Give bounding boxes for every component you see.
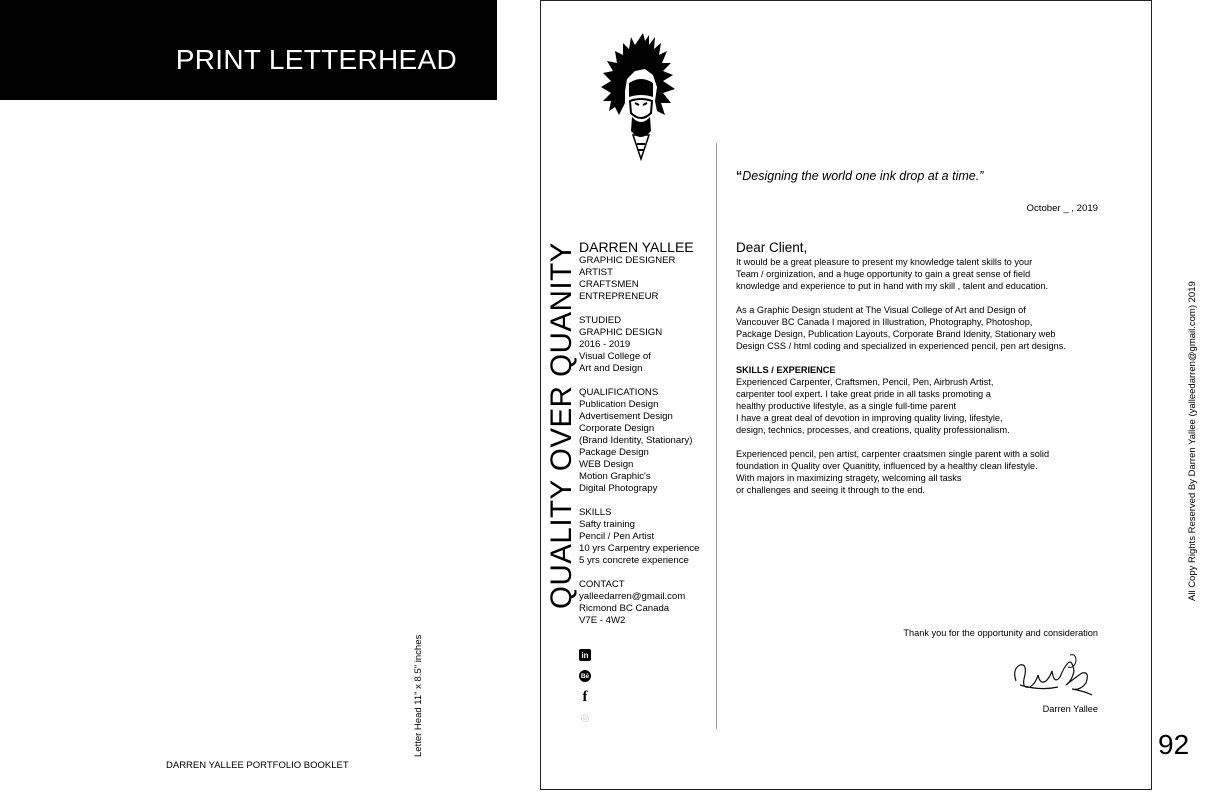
contact-line: Ricmond BC Canada [579, 603, 670, 614]
qualification-line: WEB Design [579, 459, 634, 470]
behance-icon[interactable]: Bē [579, 670, 591, 682]
linkedin-icon[interactable]: in [579, 649, 591, 661]
tagline-quote [736, 169, 983, 183]
page-title: PRINT LETTERHEAD [175, 44, 457, 75]
social-links [579, 649, 593, 733]
text-line: carpenter tool expert. I take great pride in all tasks promoting a [736, 389, 991, 399]
letter-size-label: Letter Head 11" x 8.5" inches [413, 634, 424, 757]
text-line: As a Graphic Design student at The Visual College of Art and Design of [736, 305, 1026, 315]
paragraph-intro [736, 256, 1098, 292]
column-divider [716, 143, 717, 729]
studied-line: 2016 - 2019 [579, 339, 631, 350]
qualification-line: Publication Design [579, 399, 659, 410]
text-line: design, technics, processes, and creations, quality professionalism. [736, 425, 1010, 435]
qualification-line: QUALIFICATIONS [579, 387, 659, 398]
text-line: Team / orginization, and a huge opportunity to gain a great sense of field [736, 269, 1031, 279]
text-line: I have a great deal of devotion in improving quality living, lifestyle, [736, 413, 1003, 423]
text-line: or challenges and seeing it through to the end. [736, 485, 925, 495]
warrior-headdress-logo-icon [599, 31, 681, 171]
paragraph-summary [736, 448, 1098, 496]
studied-line: STUDIED [579, 315, 622, 326]
page-number: 92 [1158, 729, 1190, 760]
title-line: GRAPHIC DESIGNER [579, 255, 676, 266]
qualification-line: Advertisement Design [579, 411, 673, 422]
qualification-line: Corporate Design [579, 423, 655, 434]
title-line: ENTREPRENEUR [579, 291, 659, 302]
text-line: Vancouver BC Canada I majored in Illustration, Photography, Photoshop, [736, 317, 1033, 327]
qualification-line: (Brand Identity, Stationary) [579, 435, 693, 446]
contact-email[interactable]: yalleedarren@gmail.com [579, 591, 686, 602]
vertical-motto: QUALITY OVER QUANITY [545, 242, 578, 609]
letterhead-sheet [540, 0, 1152, 790]
text-line: Package Design, Publication Layouts, Corporate Brand Idenity, Stationary web [736, 329, 1056, 339]
letter-date: October _ , 2019 [1026, 203, 1098, 214]
title-line: CRAFTSMEN [579, 279, 639, 290]
title-line: ARTIST [579, 267, 613, 278]
header-banner [0, 0, 497, 100]
text-line: Experienced pencil, pen artist, carpenter craatsmen single parent with a solid [736, 449, 1050, 459]
quote-text: Designing the world one ink drop at a time.” [742, 169, 984, 183]
qualification-line: Digital Photograpy [579, 483, 658, 494]
signature-icon [1010, 651, 1096, 703]
skill-line: Pencil / Pen Artist [579, 531, 655, 542]
copyright-notice: All Copy Rights Reserved By Darren Yallee (yalleedarren@gmail.com) 2019 [1187, 281, 1198, 601]
sidebar-info [579, 239, 714, 627]
booklet-label: DARREN YALLEE PORTFOLIO BOOKLET [166, 760, 349, 771]
studied-line: Art and Design [579, 363, 643, 374]
text-line: Experienced Carpenter, Craftsmen, Pencil, Pen, Airbrush Artist, [736, 377, 994, 387]
text-line: With majors in maximizing stragety, welcoming all tasks [736, 473, 962, 483]
qualification-line: Package Design [579, 447, 649, 458]
quote-mark: “ [736, 169, 743, 183]
qualification-line: Motion Graphic's [579, 471, 651, 482]
facebook-icon[interactable]: f [582, 688, 588, 705]
text-line: Design CSS / html coding and specialized in experienced pencil, pen art designs. [736, 341, 1066, 351]
dribbble-icon[interactable]: ◎ [580, 712, 590, 724]
contact-line: V7E - 4W2 [579, 615, 626, 626]
greeting: Dear Client, [736, 240, 808, 255]
signatory-name: Darren Yallee [1042, 704, 1098, 714]
skill-line: Safty training [579, 519, 635, 530]
sender-name: DARREN YALLEE [579, 239, 694, 255]
text-line: healthy productive lifestyle, as a single full-time parent [736, 401, 957, 411]
skill-line: 10 yrs Carpentry experience [579, 543, 700, 554]
skill-line: 5 yrs concrete experience [579, 555, 689, 566]
skill-line: SKILLS [579, 507, 612, 518]
contact-line: CONTACT [579, 579, 625, 590]
letter-paragraphs [736, 256, 1098, 496]
text-line: knowledge and experience to put in hand with my skill , talent and education. [736, 281, 1049, 291]
text-line: It would be a great pleasure to present my knowledge talent skills to your [736, 257, 1033, 267]
studied-line: Visual College of [579, 351, 651, 362]
paragraph-experience [736, 376, 1098, 436]
studied-line: GRAPHIC DESIGN [579, 327, 663, 338]
paragraph-education [736, 304, 1098, 352]
closing-line: Thank you for the opportunity and consideration [903, 628, 1098, 638]
skills-heading: SKILLS / EXPERIENCE [736, 365, 836, 375]
text-line: foundation in Quality over Quanitity, influenced by a healthy clean lifestyle. [736, 461, 1038, 471]
